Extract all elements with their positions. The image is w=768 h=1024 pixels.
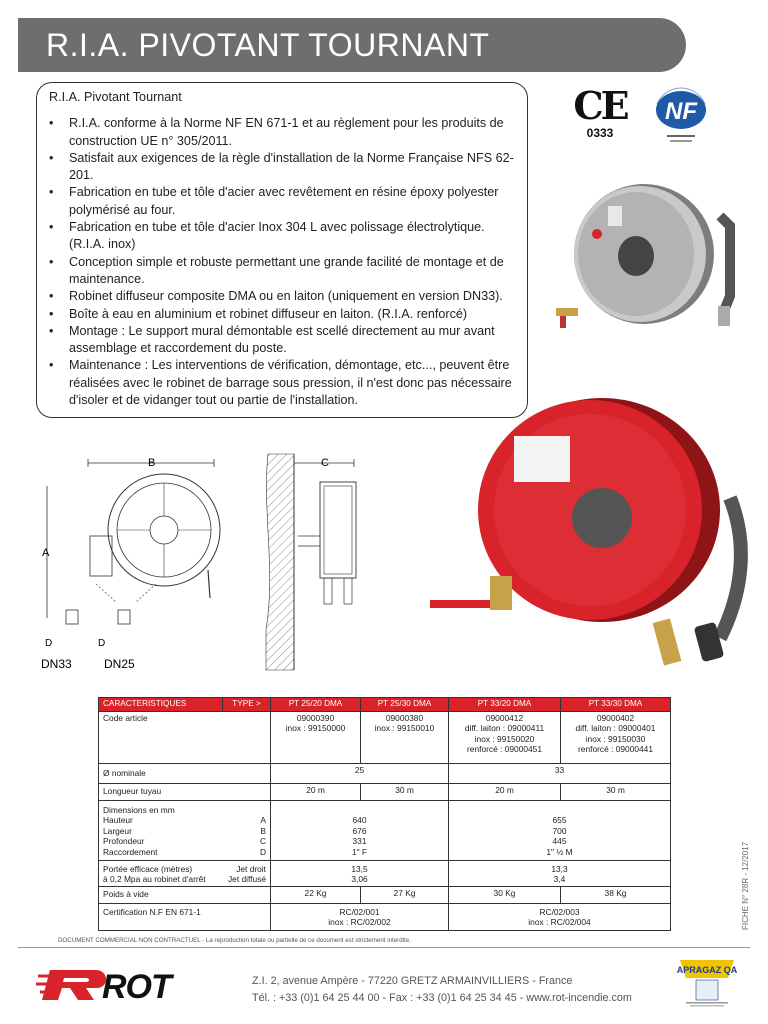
intro-box [36, 82, 528, 418]
dim-value: 445 [552, 836, 567, 846]
longueur-label: Longueur tuyau [99, 783, 271, 800]
dimensions-cell [99, 800, 271, 860]
technical-drawing [36, 450, 406, 674]
nominal-dn25: 25 [271, 763, 449, 783]
dim-value: 676 [352, 825, 367, 836]
dimensions-dn25 [271, 800, 449, 860]
portee-line2: à 0,2 Mpa au robinet d'arrêt [103, 874, 206, 884]
disclaimer-rest: - La reproduction totale ou partielle de ce document est strictement interdite. [200, 937, 411, 944]
feature-item: • Boîte à eau en aluminium et robinet diffuseur en laiton. (R.I.A. renforcé) [49, 306, 515, 323]
dim-letter: D [259, 846, 266, 857]
page-title: R.I.A. PIVOTANT TOURNANT [46, 27, 490, 63]
cert-value: inox : RC/02/004 [528, 917, 591, 927]
portee-value: 13,3 [551, 863, 568, 874]
intro-title: R.I.A. Pivotant Tournant [49, 90, 182, 104]
spec-table [98, 697, 671, 931]
address-block [252, 973, 632, 1007]
poids-label: Poids à vide [99, 886, 271, 903]
code-cell [271, 711, 361, 763]
dim-name: Profondeur [103, 836, 145, 846]
header-model-pt2530: PT 25/30 DMA [361, 698, 449, 712]
contact-line: Tél. : +33 (0)1 64 25 44 00 - Fax : +33 (0)1 64 25 34 45 - www.rot-incendie.com [252, 992, 632, 1004]
table-row-code-article [99, 711, 671, 763]
dim-value: 640 [352, 815, 367, 825]
code-cell [449, 711, 561, 763]
header-model-pt3330: PT 33/30 DMA [561, 698, 671, 712]
table-row-poids [99, 886, 671, 903]
footer-divider [18, 947, 750, 948]
longueur-value: 20 m [449, 783, 561, 800]
feature-item: • Fabrication en tube et tôle d'acier avec revêtement en résine époxy polyester polymérisé au four. [49, 184, 515, 219]
dim-label-d2: D [98, 638, 106, 649]
dim-letter: C [259, 836, 266, 846]
header-type: TYPE > [223, 698, 271, 712]
longueur-value: 30 m [361, 783, 449, 800]
code-cell [361, 711, 449, 763]
table-row-portee [99, 860, 671, 886]
table-row-dimensions [99, 800, 671, 860]
feature-item: • Maintenance : Les interventions de vérification, démontage, etc..., peuvent être réalisées avec le robinet de barrage sous pression, il n'est donc pas nécessaire d'isoler et de vidanger tout ou partie de l'installation. [49, 357, 515, 409]
disclaimer-lead: DOCUMENT COMMERCIAL NON CONTRACTUEL [58, 937, 201, 944]
feature-item: • R.I.A. conforme à la Norme NF EN 671-1 et au règlement pour les produits de construction UE n° 305/2011. [49, 115, 515, 150]
portee-dn33 [449, 860, 671, 886]
code-value: renforcé : 09000451 [467, 744, 542, 754]
dimensions-dn33 [449, 800, 671, 860]
portee-jet-diffuse: Jet diffusé [227, 874, 266, 884]
dim-value: 655 [552, 815, 567, 825]
brand-wordmark: ROT [102, 968, 171, 1004]
portee-cell [99, 860, 271, 886]
nf-mark-text: NF [665, 98, 697, 125]
cert-value: RC/02/003 [539, 906, 580, 917]
table-row-longueur [99, 783, 671, 800]
poids-value: 38 Kg [561, 886, 671, 903]
feature-item: • Fabrication en tube et tôle d'acier Inox 304 L avec polissage électrolytique. (R.I.A. inox) [49, 219, 515, 254]
dn25-label: DN25 [104, 657, 135, 671]
rot-logo [36, 964, 216, 1004]
feature-item: • Robinet diffuseur composite DMA ou en laiton (uniquement en version DN33). [49, 288, 515, 305]
nf-mark-logo [651, 80, 711, 148]
dim-name: Raccordement [103, 846, 158, 857]
nominal-dn33: 33 [449, 763, 671, 783]
header-model-pt3320: PT 33/20 DMA [449, 698, 561, 712]
address-line: Z.I. 2, avenue Ampère - 77220 GRETZ ARMAINVILLIERS - France [252, 975, 573, 987]
code-value: inox : 99150020 [474, 733, 535, 744]
longueur-value: 20 m [271, 783, 361, 800]
dim-value: 331 [352, 836, 367, 846]
portee-value: 3,4 [553, 874, 566, 884]
red-hose-reel-photo [430, 398, 765, 688]
cert-value: RC/02/001 [339, 906, 380, 917]
dim-letter: B [260, 825, 266, 836]
code-value: inox : 99150000 [285, 723, 346, 733]
certification-label: Certification N.F EN 671-1 [99, 903, 271, 930]
dim-letter: A [260, 815, 266, 825]
feature-item: • Satisfait aux exigences de la règle d'installation de la Norme Française NFS 62-201. [49, 150, 515, 185]
portee-line1: Portée efficace (mètres) [103, 863, 193, 874]
dimensions-label: Dimensions en mm [103, 804, 175, 815]
code-value: diff. laiton : 09000401 [575, 723, 656, 733]
certification-dn33 [449, 903, 671, 930]
code-value: inox : 99150030 [585, 733, 646, 744]
portee-jet-droit: Jet droit [236, 863, 266, 874]
code-value: 09000412 [485, 712, 524, 723]
code-article-label: Code article [99, 711, 271, 763]
dim-name: Hauteur [103, 815, 133, 825]
feature-item: • Conception simple et robuste permettant une grande facilité de montage et de maintenance. [49, 254, 515, 289]
header-caracteristiques: CARACTERISTIQUES [99, 698, 223, 712]
dim-value: 1" ½ M [546, 846, 573, 857]
poids-value: 22 Kg [271, 886, 361, 903]
code-cell [561, 711, 671, 763]
code-value: 09000402 [596, 712, 635, 723]
fiche-reference: FICHE N° 28R - 12/2017 [741, 841, 750, 930]
portee-value: 3,06 [351, 874, 368, 884]
dim-label-d1: D [45, 638, 53, 649]
feature-item: • Montage : Le support mural démontable est scellé directement au mur avant assemblage et raccordement du poste. [49, 323, 515, 358]
table-row-nominal [99, 763, 671, 783]
title-band [18, 18, 686, 72]
dn33-label: DN33 [41, 657, 72, 671]
dim-label-a: A [42, 547, 50, 559]
apragaz-qa-logo [676, 956, 738, 1008]
ce-number: 0333 [586, 126, 614, 140]
disclaimer [58, 937, 411, 944]
dim-value: 1" F [351, 846, 368, 857]
certification-dn25 [271, 903, 449, 930]
nominal-label: Ø nominale [99, 763, 271, 783]
code-value: 09000380 [385, 712, 424, 723]
feature-list [49, 115, 515, 409]
poids-value: 30 Kg [449, 886, 561, 903]
poids-value: 27 Kg [361, 886, 449, 903]
portee-value: 13,5 [351, 863, 368, 874]
header-model-pt2520: PT 25/20 DMA [271, 698, 361, 712]
inox-hose-reel-photo [548, 176, 748, 336]
code-value: renforcé : 09000441 [578, 744, 653, 754]
table-header-row [99, 698, 671, 712]
dim-label-c: C [321, 457, 329, 469]
dim-label-b: B [148, 457, 156, 469]
code-value: 09000390 [296, 712, 335, 723]
cert-value: inox : RC/02/002 [328, 917, 391, 927]
code-value: inox : 99150010 [374, 723, 435, 733]
table-row-certification [99, 903, 671, 930]
apragaz-text: APRAGAZ QA [676, 965, 738, 975]
dim-value: 700 [552, 825, 567, 836]
code-value: diff. laiton : 09000411 [464, 723, 545, 733]
ce-mark-logo [572, 83, 628, 144]
portee-dn25 [271, 860, 449, 886]
ce-glyph: CE [573, 83, 627, 128]
dim-name: Largeur [103, 825, 132, 836]
longueur-value: 30 m [561, 783, 671, 800]
